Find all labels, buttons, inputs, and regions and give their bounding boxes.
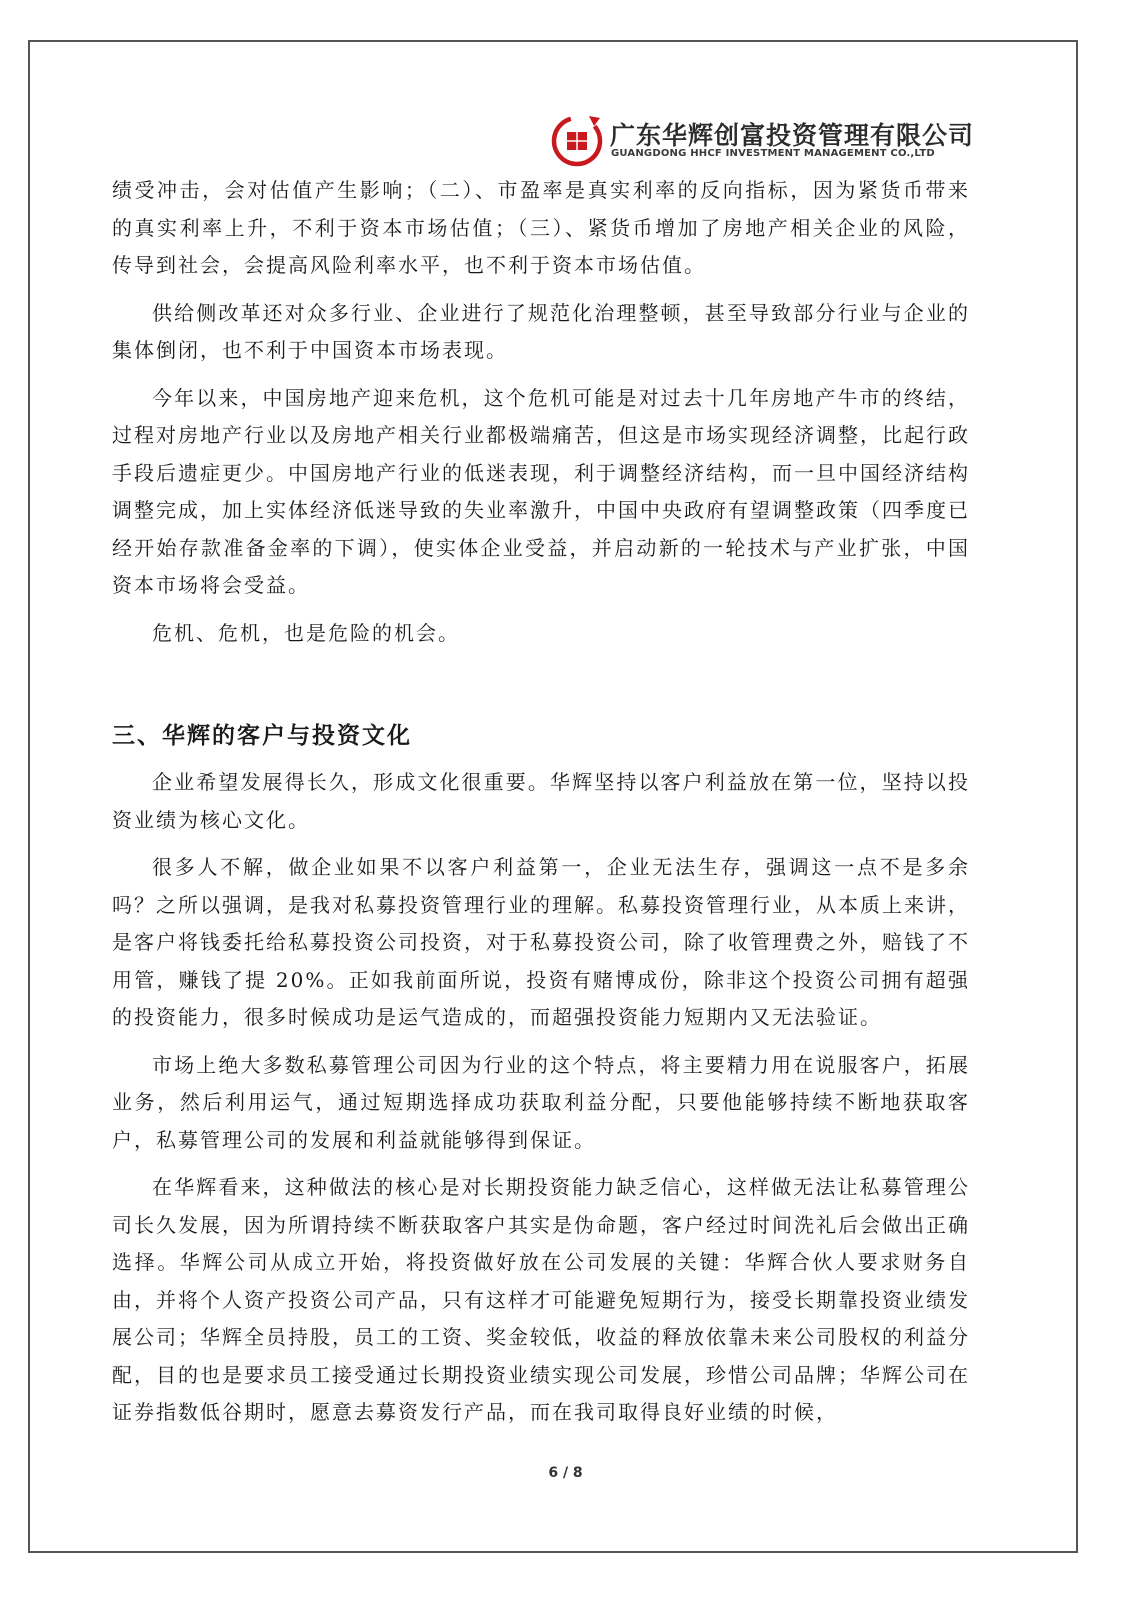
document-body (112, 172, 970, 1442)
company-name-cn: 广东华辉创富投资管理有限公司 (610, 121, 975, 150)
paragraph: 在华辉看来，这种做法的核心是对长期投资能力缺乏信心，这样做无法让私募管理公司长久发展，因为所谓持续不断获取客户其实是伪命题，客户经过时间洗礼后会做出正确选择。华辉公司从成立开始，将投资做好放在公司发展的关键：华辉合伙人要求财务自由，并将个人资产投资公司产品，只有这样才可能避免短期行为，接受长期靠投资业绩发展公司；华辉全员持股，员工的工资、奖金较低，收益的释放依靠未来公司股权的利益分配，目的也是要求员工接受通过长期投资业绩实现公司发展，珍惜公司品牌；华辉公司在证券指数低谷期时，愿意去募资发行产品，而在我司取得良好业绩的时候， (112, 1175, 970, 1424)
company-name-en: GUANGDONG HHCF INVESTMENT MANAGEMENT CO.,LTD (611, 148, 935, 159)
page-number: 6 / 8 (548, 1465, 583, 1481)
paragraph: 今年以来，中国房地产迎来危机，这个危机可能是对过去十几年房地产牛市的终结，过程对房地产行业以及房地产相关行业都极端痛苦，但这是市场实现经济调整，比起行政手段后遗症更少。中国房地产行业的低迷表现，利于调整经济结构，而一旦中国经济结构调整完成，加上实体经济低迷导致的失业率激升，中国中央政府有望调整政策（四季度已经开始存款准备金率的下调），使实体企业受益，并启动新的一轮技术与产业扩张，中国资本市场将会受益。 (112, 385, 970, 597)
paragraph: 企业希望发展得长久，形成文化很重要。华辉坚持以客户利益放在第一位，坚持以投资业绩为核心文化。 (112, 770, 970, 832)
company-logo (548, 110, 975, 168)
paragraph: 危机、危机，也是危险的机会。 (152, 620, 460, 645)
paragraph: 供给侧改革还对众多行业、企业进行了规范化治理整顿，甚至导致部分行业与企业的集体倒闭，也不利于中国资本市场表现。 (112, 300, 970, 362)
section-heading: 三、华辉的客户与投资文化 (112, 723, 412, 749)
hhcf-logo-icon (548, 110, 606, 168)
paragraph: 绩受冲击，会对估值产生影响；（二）、市盈率是真实利率的反向指标，因为紧货币带来的真实利率上升，不利于资本市场估值；（三）、紧货币增加了房地产相关企业的风险，传导到社会，会提高风险利率水平，也不利于资本市场估值。 (112, 178, 970, 277)
paragraph: 市场上绝大多数私募管理公司因为行业的这个特点，将主要精力用在说服客户，拓展业务，然后利用运气，通过短期选择成功获取利益分配，只要他能够持续不断地获取客户，私募管理公司的发展和利益就能够得到保证。 (112, 1052, 970, 1152)
paragraph: 很多人不解，做企业如果不以客户利益第一，企业无法生存，强调这一点不是多余吗？之所以强调，是我对私募投资管理行业的理解。私募投资管理行业，从本质上来讲，是客户将钱委托给私募投资公司投资，对于私募投资公司，除了收管理费之外，赔钱了不用管，赚钱了提 20%。正如我前面所说，投资有赌博成份，除非这个投资公司拥有超强的投资能力，很多时候成功是运气造成的，而超强投资能力短期内又无法验证。 (112, 855, 970, 1029)
